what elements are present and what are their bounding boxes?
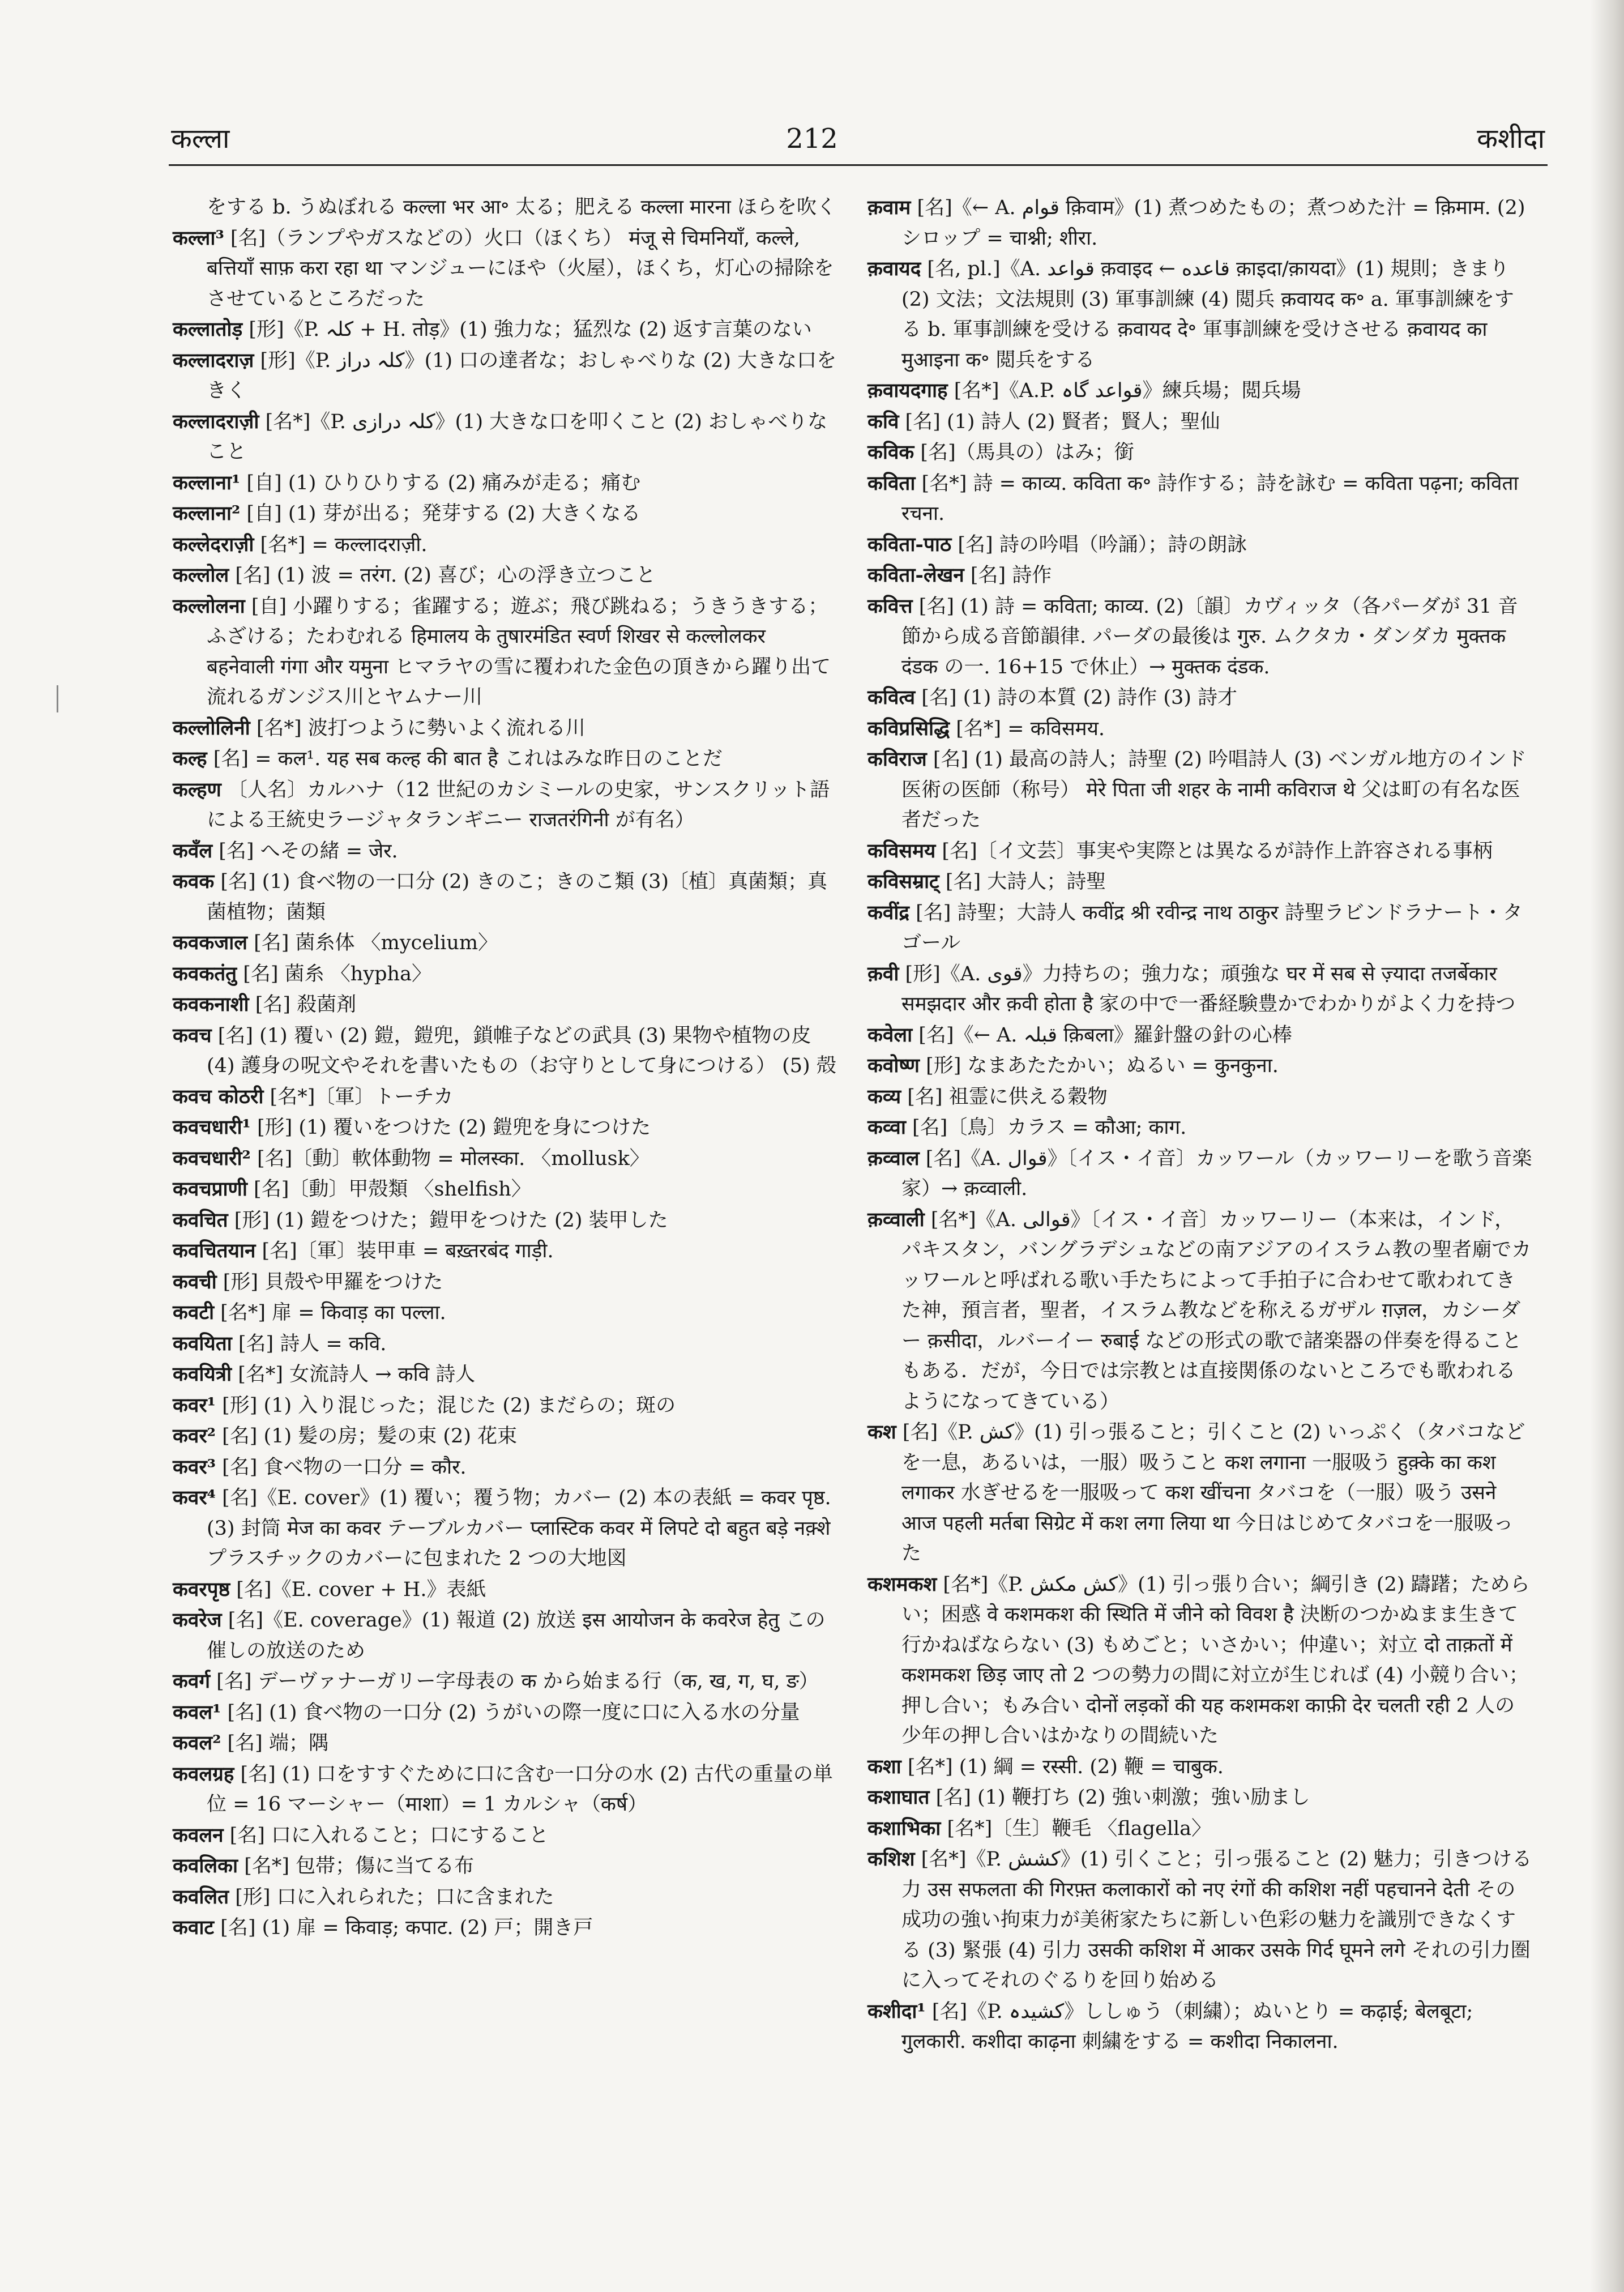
entry-headword: कवयित्री [173,1363,232,1386]
entry-definition: [名]〔軍〕装甲車 = बख़्तरबंद गाड़ी. [255,1240,554,1262]
entry-definition: [名] 詩聖；大詩人 कवींद्र श्री रवीन्द्र नाथ ठाकुर 詩聖ラビンドラナート・タゴール [901,901,1523,954]
entry-headword: कवलग्रह [173,1762,234,1786]
entry-definition: [名*]《A. قوالی》〔イス・イ音〕カッワーリー（本来は，インド，パキスタン，バングラデシュなどの南アジアのイスラム教の聖者廟でカッワールと呼ばれる歌い手たちによって手拍子に合わせて歌われてきた神，預言者，聖者，イスラム教などを称えるガザル ग़ज़ल，カシーダー क़सीदा，ルバーイー रुबाई などの形式の歌で諸楽器の伴奏を得ることもある．だが，今日では宗教とは直接関係のないところでも歌われるようになってきている） [901,1208,1532,1413]
entry-definition: [名*]《P. کش مکش》(1) 引っ張り合い；綱引き (2) 躊躇；ためらい；困惑 वे कशमकश की स्थिति में जीने को विवश है 決断のつかぬまま生きて行かねばならない (3) もめごと；いさかい；仲違い；対立 दो ताक़तों में कशमकश छिड़ जाए तो 2 つの勢力の間に対立が生じれば (4) 小競り合い；押し合い；もみ合い दोनों लड़कों की यह कशमकश काफ़ी देर चलती रही 2 人の少年の押し合いはかなりの間続いた [901,1573,1530,1747]
dictionary-entry [173,1452,838,1483]
entry-definition: [名]（馬具の）はみ；銜 [914,441,1134,464]
entry-headword: कशाघात [867,1786,930,1809]
entry-headword: कवरपृष्ठ [173,1577,230,1601]
dictionary-entry [867,591,1533,683]
dictionary-entry [173,498,838,530]
entry-headword: कवाट [173,1916,215,1939]
entry-headword: कवक [173,870,215,893]
entry-headword: क़वी [867,962,899,985]
entry-definition: [名] 殺菌剤 [249,993,357,1016]
dictionary-entry [173,1329,838,1360]
entry-headword: कल्लादराज़ [173,348,254,372]
dictionary-entry [867,1752,1533,1783]
entry-definition: [名] (1) 最高の詩人；詩聖 (2) 吟唱詩人 (3) ベンガル地方のインド医術の医師（称号） मेरे पिता जी शहर के नामी कविराज थे 父は町の有名な医者だった [901,748,1527,831]
entry-headword: कव्य [867,1085,901,1108]
entry-headword: कवचितयान [173,1239,256,1262]
entry-definition: [名] 詩の吟唱（吟誦）；詩の朗詠 [951,533,1247,556]
entry-headword: कविराज [867,748,927,771]
scan-shadow-edge [1590,0,1624,2292]
entry-definition: [形] 口に入れられた；口に含まれた [229,1885,554,1909]
dictionary-entry [173,1759,838,1820]
entry-definition: [名*] (1) 綱 = रस्सी. (2) 鞭 = चाबुक. [901,1755,1224,1778]
entry-definition: [名]《E. cover》(1) 覆い；覆う物；カバー (2) 本の表紙 = कवर पृष्ठ. (3) 封筒 मेज का कवर テーブルカバー प्लास्टिक कवर में लिपटे दो बहुत बड़े नक़्शे プラスチックのカバーに包まれた 2 つの大地図 [207,1487,831,1570]
entry-definition: [名] (1) 扉 = किवाड़; कपाट. (2) 戸；開き戸 [214,1917,593,1939]
entry-definition: [名] (1) 食べ物の一口分 (2) うがいの際一度に口に入る水の分量 [221,1701,800,1724]
entry-headword: कवचधारी¹ [173,1116,251,1139]
dictionary-entry [867,468,1533,530]
entry-definition: [名] 菌糸 〈hypha〉 [237,962,431,985]
entry-headword: कवर⁴ [173,1486,216,1509]
dictionary-entry [173,314,838,345]
entry-headword: कवकजाल [173,931,247,954]
dictionary-entry [173,836,838,867]
left-column [173,193,838,1944]
dictionary-entry [867,1996,1533,2058]
dictionary-entry [173,1913,838,1944]
entry-headword: कवोष्ण [867,1054,920,1077]
entry-headword: कविता-पाठ [867,532,952,556]
dictionary-entry [867,1143,1533,1205]
entry-definition: [形] (1) 入り混じった；混じた (2) まだらの；斑の [216,1394,676,1417]
dictionary-entry [173,1483,838,1574]
entry-headword: कवर³ [173,1455,216,1479]
dictionary-entry [173,1820,838,1851]
dictionary-entry [173,744,838,775]
entry-definition: [名] へその緒 = जेर. [212,839,398,863]
entry-headword: कल्लोलिनी [173,716,250,740]
dictionary-entry [867,714,1533,745]
entry-definition: [形]《P. کلہ دراز》(1) 口の達者な；おしゃべりな (2) 大きな口をきく [207,349,837,402]
entry-headword: कवचप्राणी [173,1177,247,1201]
entry-definition: [形] (1) 覆いをつけた (2) 鎧兜を身につけた [250,1116,651,1139]
entry-headword: कल्लाना¹ [173,471,241,494]
entry-headword: कवकतंतु [173,962,237,985]
dictionary-entry [173,867,838,928]
entry-headword: कवकनाशी [173,993,249,1016]
entry-headword: कल्लाना² [173,502,241,525]
entry-headword: कवयिता [173,1331,232,1355]
entry-headword: कवलित [173,1885,229,1909]
entry-definition: [名]〔イ文芸〕事実や実際とは異なるが詩作上許容される事柄 [935,839,1493,863]
dictionary-entry [173,775,838,836]
dictionary-entry [173,1666,838,1697]
dictionary-entry [173,345,838,407]
entry-definition: [自] (1) 芽が出る；発芽する (2) 大きくなる [240,502,641,525]
entry-headword: कश [867,1420,896,1444]
dictionary-entry [173,1082,838,1113]
entry-definition: [形] (1) 鎧をつけた；鎧甲をつけた (2) 装甲した [228,1209,668,1232]
dictionary-entry [867,836,1533,867]
dictionary-entry [867,530,1533,561]
entry-headword: कल्लातोड़ [173,318,243,341]
dictionary-entry [173,1851,838,1882]
entry-headword: कवरेज [173,1608,222,1632]
entry-definition: [形]《A. قوی》力持ちの；強力な；頑強な घर में सब से ज़्यादा तजर्बेकार समझदार और क़वी होता है 家の中で一番経験豊かでわかりがよく力を持つ [899,962,1516,1015]
entry-headword: कवटी [173,1301,215,1324]
entry-definition: [名] 大詩人；詩聖 [939,870,1106,893]
dictionary-entry [173,1236,838,1267]
entry-definition: [名] (1) 覆い (2) 鎧，鎧兜，鎖帷子などの武具 (3) 果物や植物の皮 (4) 護身の呪文やそれを書いたもの（お守りとして身につける） (5) 殻 [207,1024,836,1077]
entry-headword: कशाभिका [867,1816,941,1840]
dictionary-entry [867,193,1533,254]
entry-headword: कशमकश [867,1572,937,1596]
entry-definition: [名] 祖霊に供える穀物 [901,1085,1108,1108]
entry-definition: [自] 小躍りする；雀躍する；遊ぶ；飛び跳ねる；うきうきする；ふざける；たわむれる हिमालय के तुषारमंडित स्वर्ण शिखर से कल्लोलकर बहनेवाली गंगा और यमुना ヒマラヤの雪に覆われた金色の頂きから躍り出て流れるガンジス川とヤムナー川 [207,595,831,708]
entry-definition: [名] 詩作 [964,564,1052,587]
entry-headword: कवर¹ [173,1393,216,1417]
entry-headword: क़व्वाली [867,1207,925,1231]
entry-definition: [名*]〔軍〕トーチカ [263,1085,454,1108]
entry-headword: कल्लोलना [173,594,245,618]
entry-headword: कविप्रसिद्धि [867,716,950,740]
dictionary-entry [867,1112,1533,1143]
entry-headword: कविसमय [867,839,936,863]
entry-headword: कव्वा [867,1116,906,1139]
dictionary-entry [173,1205,838,1236]
dictionary-entry [867,867,1533,898]
header-rule [169,164,1548,166]
dictionary-entry [867,1082,1533,1113]
dictionary-entry [867,254,1533,375]
dictionary-entry [173,1021,838,1082]
entry-definition: [名*] 詩 = काव्य. कविता क॰ 詩作する；詩を詠む = कविता पढ़ना; कविता रचना. [901,472,1519,525]
dictionary-entry [867,560,1533,591]
dictionary-entry [173,989,838,1021]
dictionary-entry [173,223,838,315]
entry-definition: [名*] 包帯；傷に当てる布 [238,1855,475,1877]
entry-headword: कशीदा¹ [867,1999,926,2023]
dictionary-entry [173,193,838,223]
dictionary-entry [173,1174,838,1205]
dictionary-entry [173,928,838,959]
dictionary-entry [867,1569,1533,1752]
entry-definition: [名]《P. کش》(1) 引っ張ること；引くこと (2) いっぷく（タバコなどを一息，あるいは，一服）吸うこと कश लगाना 一服吸う हुक़्के का कश लगाकर 水ぎせるを一服吸って कश खींचना タバコを（一服）吸う उसने आज पहली मर्तबा सिग्रेट में कश लगा लिया था 今日はじめてタバコを一服吸った [896,1421,1525,1565]
dictionary-entry [173,713,838,744]
entry-definition: [名*] = कल्लादराज़ी. [254,533,428,556]
dictionary-entry [173,591,838,713]
entry-headword: कविक [867,441,914,464]
dictionary-entry [173,1390,838,1422]
entry-definition: [名]（ランプやガスなどの）火口（ほくち） मंजू से चिमनियाँ, कल्ले, बत्तियाँ साफ़ करा रहा था マンジューにほや（火屋），ほくち，灯心の掃除をさせているところだった [207,227,834,310]
dictionary-entry [867,959,1533,1020]
entry-headword: कवँल [173,839,213,863]
entry-headword: क़वायद [867,257,921,280]
entry-definition: [名*]《P. کلہ درازی》(1) 大きな口を叩くこと (2) おしゃべりなこと [207,410,828,463]
dictionary-entry [173,1697,838,1728]
dictionary-entry [867,437,1533,468]
entry-definition: [名] (1) 髪の房；髪の束 (2) 花束 [216,1425,518,1448]
entry-headword: कल्लोल [173,564,229,587]
entry-definition: [形] なまあたたかい；ぬるい = कुनकुना. [919,1055,1279,1077]
entry-definition: [名]《← A. قوام क़िवाम》(1) 煮つめたもの；煮つめた汁 = क़िमाम. (2) シロップ = चाश्नी; शीरा. [901,197,1525,250]
entry-definition: [名*] 波打つように勢いよく流れる川 [250,716,586,740]
dictionary-entry [867,682,1533,714]
page-number: 212 [786,123,838,155]
dictionary-entry [173,1574,838,1606]
entry-definition: [名*] = कविसमय. [950,717,1105,740]
entry-definition: [名]〔動〕甲殻類 〈shelfish〉 [247,1178,531,1201]
entry-definition: [形] 貝殻や甲羅をつけた [216,1270,443,1294]
dictionary-entry [173,530,838,561]
entry-headword: कवच [173,1023,212,1047]
margin-mark [57,685,58,712]
dictionary-entry [173,1267,838,1298]
entry-definition: [名]〔鳥〕カラス = कौआ; काग. [905,1116,1187,1139]
entry-headword: कवित्व [867,686,916,709]
dictionary-entry [867,1813,1533,1845]
entry-definition: [名] 口に入れること；口にすること [223,1824,549,1847]
entry-headword: कवींद्र [867,900,909,924]
dictionary-entry [173,407,838,468]
entry-headword: कविता-लेखन [867,564,964,587]
entry-headword: क़वायदगाह [867,379,948,402]
entry-definition: [名]《A. قوال》〔イス・イ音〕カッワール（カッワーリーを歌う音楽家）→ क़व्वाली. [901,1147,1532,1200]
entry-headword: कशिश [867,1847,915,1871]
entry-definition: [名] 端；隅 [221,1732,328,1755]
dictionary-entry [867,407,1533,438]
entry-headword: कवची [173,1270,217,1294]
entry-definition: [名]《E. coverage》(1) 報道 (2) 放送 इस आयोजन के कवरेज हेतु この催しの放送のため [207,1609,826,1662]
entry-definition: [名] (1) 詩人 (2) 賢者；賢人；聖仙 [899,410,1220,433]
entry-headword: कवल¹ [173,1700,221,1724]
dictionary-entry [173,1359,838,1390]
entry-headword: कविसम्राट् [867,870,939,893]
dictionary-entry [867,1051,1533,1082]
entry-headword: कवल² [173,1731,221,1755]
entry-definition: [名*]〔生〕鞭毛 〈flagella〉 [941,1817,1212,1840]
entry-headword: क़व्वाल [867,1146,920,1170]
dictionary-entry [173,1421,838,1452]
dictionary-entry [173,560,838,591]
entry-definition: [名] (1) 鞭打ち (2) 強い刺激；強い励まし [929,1786,1310,1809]
entry-definition: [名*]《P. کشش》(1) 引くこと；引っ張ること (2) 魅力；引きつける力 उस सफलता की गिरफ़्त कलाकारों को नए रंगों की कशिश नहीं पहचानने देती その成功の強い拘束力が美術家たちに新しい色彩の魅力を識別できなくする (3) 緊張 (4) 引力 उसकी कशिश में आकर उसके गिर्द घूमने लगे それの引力圏に入ってそれのぐるりを回り始める [901,1848,1532,1992]
entry-headword: कवित्त [867,594,913,618]
entry-definition: [名] デーヴァナーガリー字母表の क から始まる行（क, ख, ग, घ, ङ） [210,1670,819,1693]
entry-definition: [名] (1) 食べ物の一口分 (2) きのこ；きのこ類 (3)〔植〕真菌類；真菌植物；菌類 [207,870,828,924]
entry-definition: [名] (1) 詩の本質 (2) 詩作 (3) 詩才 [915,686,1238,709]
dictionary-entry [173,959,838,990]
entry-headword: कवर² [173,1424,216,1448]
entry-definition: [名] (1) 詩 = कविता; काव्य. (2)〔韻〕カヴィッタ（各パーダが 31 音節から成る音節韻律. パーダの最後は गुरु. ムクタカ・ダンダカ मुक्तक दंडक の一. 16+15 で休止）→ मुक्तक दंडक. [901,595,1518,678]
entry-definition: [自] (1) ひりひりする (2) 痛みが走る；痛む [240,471,641,494]
entry-headword: कवचित [173,1208,228,1232]
dictionary-entry [867,744,1533,836]
dictionary-entry [867,1844,1533,1996]
dictionary-entry [173,1728,838,1759]
dictionary-entry [867,1417,1533,1569]
entry-definition: [形]《P. کلہ + H. तोड़》(1) 強力な；猛烈な (2) 返す言葉のない [242,318,812,341]
entry-headword: कविता [867,471,916,495]
dictionary-entry [173,468,838,499]
entry-definition: [名] (1) 波 = तरंग. (2) 喜び；心の浮き立つこと [229,564,656,587]
entry-definition: [名*] 女流詩人 → कवि 詩人 [232,1363,476,1386]
entry-headword: कवचधारी² [173,1146,251,1170]
dictionary-entry [867,1020,1533,1051]
dictionary-entry [867,1205,1533,1418]
entry-headword: क़वाम [867,196,911,219]
entry-headword: कल्लादराज़ी [173,409,259,433]
dictionary-entry [867,1782,1533,1813]
dictionary-entry [173,1882,838,1913]
entry-headword: कल्हण [173,778,221,801]
entry-definition: [名]《P. کشیدہ》ししゅう（刺繍）；ぬいとり = कढ़ाई; बेलबूटा; गुलकारी. कशीदा काढ़ना 刺繍をする = कशीदा निकालना. [901,2000,1473,2053]
entry-definition: [名]《← A. قبلہ क़िबला》羅針盤の針の心棒 [912,1023,1292,1047]
entry-headword: कल्ह [173,747,207,770]
entry-headword: कवलन [173,1823,224,1847]
running-head-left: कल्ला [171,123,230,155]
entry-headword: कवर्ग [173,1670,211,1693]
entry-headword: कवेला [867,1023,913,1047]
entry-headword: कल्ला³ [173,226,224,250]
entry-definition: 〔人名〕カルハナ（12 世紀のカシミールの史家，サンスクリット語による王統史ラージャタランギニー राजतरंगिनी が有名） [207,778,830,831]
entry-definition: [名] 菌糸体 〈mycelium〉 [247,932,498,954]
dictionary-entry [173,1605,838,1666]
entry-headword: कल्लेदराज़ी [173,532,254,556]
entry-definition: [名] 食べ物の一口分 = कौर. [216,1456,467,1479]
entry-headword: कशा [867,1755,901,1778]
dictionary-entry [173,1297,838,1329]
dictionary-entry [173,1143,838,1175]
running-head-right: कशीदा [1477,123,1545,155]
entry-definition: [名] 詩人 = कवि. [232,1332,387,1355]
entry-definition: [名*]《A.P. قواعد گاہ》練兵場；閲兵場 [947,379,1301,402]
entry-definition: [名, pl.]《A. قواعد क़वाइद ← قاعده क़ाइदा/क़ायदा》(1) 規則；きまり (2) 文法；文法規則 (3) 軍事訓練 (4) 閲兵 क़वायद क॰ a. 軍事訓練をする b. 軍事訓練を受ける क़वायद दे॰ 軍事訓練を受けさせる क़वायद का मुआइना क॰ 閲兵をする [901,258,1514,372]
entry-headword: कवलिका [173,1854,238,1877]
entry-definition: [名*] 扉 = किवाड़ का पल्ला. [214,1301,446,1324]
dictionary-entry [867,898,1533,959]
entry-definition: [名] = कल¹. यह सब कल्ह की बात है これはみな昨日のことだ [207,748,723,770]
entry-definition: [名] (1) 口をすすぐために口に含む一口分の水 (2) 古代の重量の単位 = 16 マーシャー（माशा）= 1 カルシャ（कर्ष） [207,1762,833,1816]
dictionary-entry [867,375,1533,407]
entry-headword: कवि [867,409,899,433]
entry-definition: をする b. うぬぼれる कल्ला भर आ॰ 太る；肥える कल्ला मारना ほらを吹く [207,196,836,219]
entry-definition: [名]《E. cover + H.》表紙 [230,1578,486,1601]
entry-definition: [名]〔動〕軟体動物 = मोलस्का. 〈mollusk〉 [250,1147,649,1170]
entry-headword: कवच कोठरी [173,1085,264,1108]
right-column [867,193,1533,2058]
dictionary-entry [173,1112,838,1143]
